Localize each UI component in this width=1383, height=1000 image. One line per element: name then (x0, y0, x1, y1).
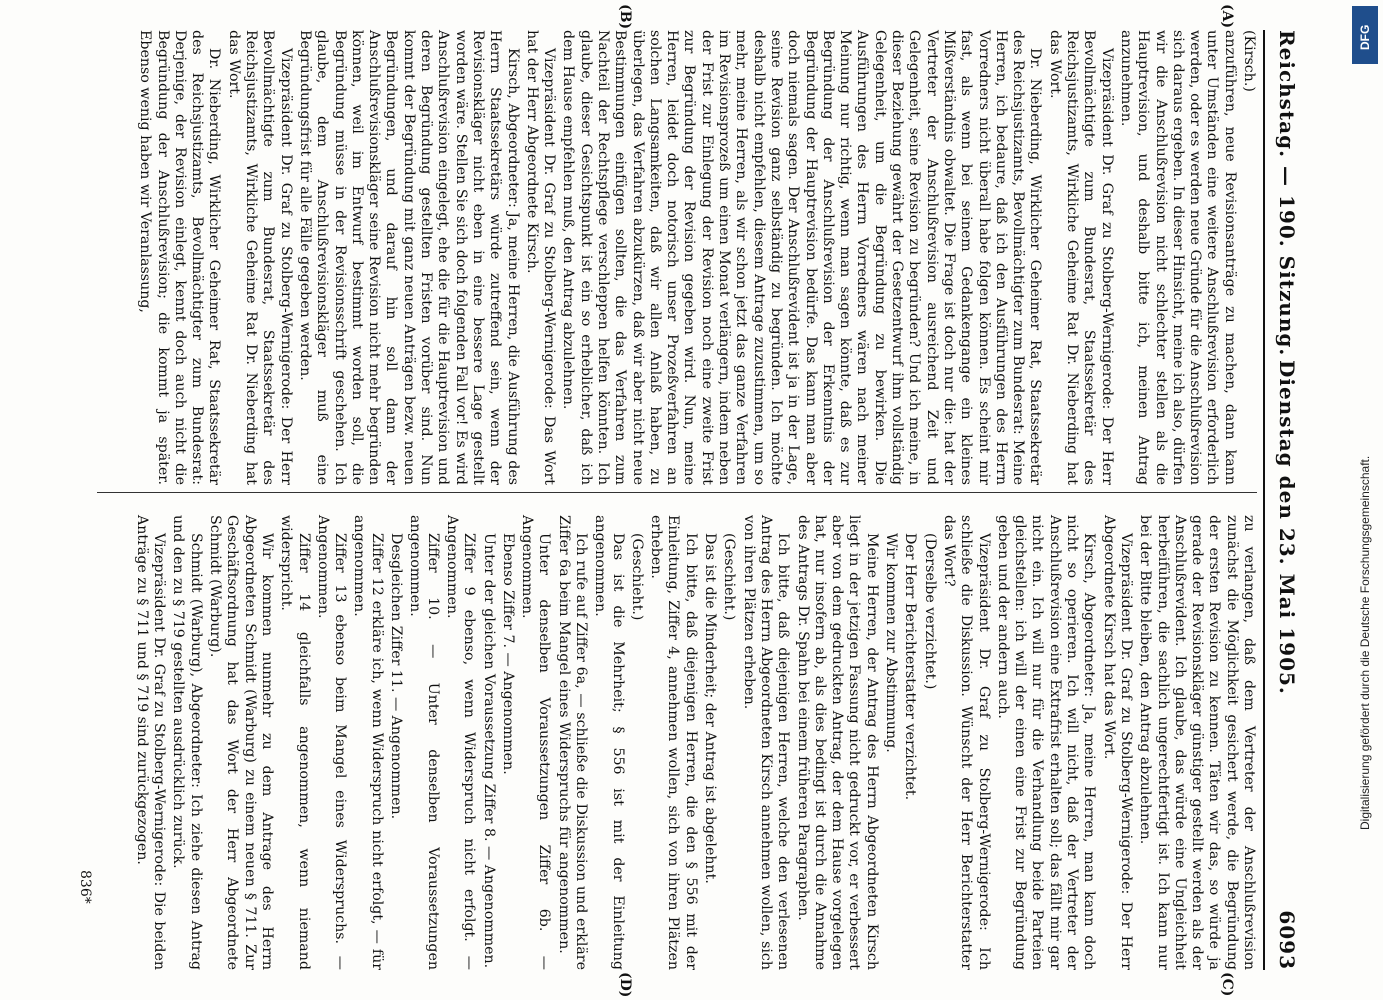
paragraph: zu verlangen, daß dem Vertreter der Anschlußrevision zunächst die Möglichkeit gesichert werde, die Begründung der ersten Revision zu kennen. Täten wir das, so würde ja gerade der Revisionskläger günstiger gestellt werden als der Anschlußrevident. Ich glaube, das würde eine Ungleichheit herbeiführen, die sachlich ungerechtfertigt ist. Ich kann nur bei der Bitte bleiben, den Antrag abzulehnen. (1137, 515, 1257, 970)
paragraph: (Derselbe verzichtet.) (921, 533, 938, 690)
paragraph: Vizepräsident Dr. Graf zu Stolberg-Wernigerode: Ich schließe die Diskussion. Wünscht der Herr Berichterstatter das Wort? (940, 515, 992, 970)
margin-marker-a: (A) (1219, 4, 1235, 29)
speaker-tag: (Kirsch.) (1241, 30, 1257, 92)
paragraph: Wir kommen nunmehr zu dem Antrage des Herrn Abgeordneten Schmidt (Warburg) zu einem neuen § 711. Zur Geschäftsordnung hat das Wort der Herr Abgeordnete Schmidt (Warburg). (207, 515, 275, 970)
paragraph: Schmidt (Warburg), Abgeordneter: Ich ziehe diesen Antrag und den zu § 719 gestellten ausdrücklich zurück. (170, 515, 204, 970)
paragraph: Dr. Nieberding, Wirklicher Geheimer Rat, Staatssekretär des Reichsjustizamts, Bevollmächtigter zum Bundesrat: Meine Herren, ich bedaure, daß ich den Ausführungen des Herrn Vorredners nicht überall habe folgen können. Es scheint mir fast, als wenn bei seinem Gedankengange ein kleines Mißverständnis obwaltet. Die Frage ist doch nur die: hat der Vertreter der Anschlußrevision ausreichend Zeit und Gelegenheit, seine Revision zu begründen? Und ich meine, in dieser Beziehung gewährt der Gesetzentwurf ihm vollständig Gelegenheit, um die Begründung zu bewirken. Die Ausführungen des Herrn Vorredners wären nach meiner Meinung nur richtig, wenn man sagen könnte, daß es zur Begründung der Anschlußrevision der Erkenntnis der Begründung der Hauptrevision bedürfe. Das kann man aber doch niemals sagen. Der Anschlußrevident ist ja in der Lage, seine Revision ganz selbständig zu begründen. Ich möchte deshalb nicht empfehlen, diesem Antrage zuzustimmen, um so mehr, meine Herren, als wir schon jetzt das ganze Verfahren im Revisionsprozeß um einen Monat verlängern, indem neben der Frist zur Einlegung der Revision noch eine zweite Frist zur Begründung der Revision gegeben wird. Nun, meine Herren, leidet doch notorisch unser Prozeßverfahren an solchen Langsamkeiten, daß wir allen Anlaß haben, zu überlegen, das Verfahren abzukürzen, daß wir aber nicht neue Bestimmungen einfügen sollten, die das Verfahren zum Nachteil der Rechtspflege verschleppen helfen könnten. Ich glaube, dieser Gesichtspunkt ist ein so erheblicher, daß ich dem Hause empfehlen muß, den Antrag abzulehnen. (560, 30, 1044, 485)
dfg-logo: DFG (1352, 6, 1378, 64)
paragraph: Ziffer 12 erkläre ich, wenn Widerspruch nicht erfolgt, — für angenommen. (351, 515, 385, 970)
paragraph: Meine Herren, der Antrag des Herrn Abgeordneten Kirsch liegt in der jetzigen Fassung nicht gedruckt vor, er verbessert aber von dem gedruckten Antrag, der dem Hause vorgelegen hat, nur insofern ab, als dies bedingt ist durch die Annahme des Antrags Dr. Spahn bei einem früheren Paragraphen. (794, 515, 880, 970)
paragraph: Ebenso Ziffer 7. — Angenommen. (499, 533, 516, 775)
paragraph: (Geschieht.) (628, 533, 645, 621)
header-date: Dienstag den 23. Mai 1905. (1275, 360, 1299, 695)
margin-marker-b: (B) (617, 4, 633, 30)
paragraph: Vizepräsident Dr. Graf zu Stolberg-Wernigerode: Der Herr Bevollmächtigte zum Bundesrat, Staatssekretär des Reichsjustizamts, Wirkliche Geheime Rat Dr. Nieberding hat das Wort. (1046, 30, 1115, 485)
paragraph: Vizepräsident Dr. Graf zu Stolberg-Wernigerode: Das Wort hat der Herr Abgeordnete Kirsch. (523, 30, 558, 485)
paragraph: Ziffer 13 ebenso beim Mangel eines Widerspruchs. — Angenommen. (314, 515, 349, 970)
paragraph: Der Herr Berichterstatter verzichtet. (902, 533, 919, 801)
margin-marker-d: (D) (617, 972, 633, 998)
paragraph: Ziffer 9 ebenso, wenn Widerspruch nicht erfolgt. — Angenommen. (443, 515, 478, 970)
rotated-page-content (33, 0, 1323, 1000)
paragraph: Ich rufe auf Ziffer 6a, — schließe die Diskussion und erkläre Ziffer 6a beim Mangel eines Widerspruchs für angenommen. (555, 515, 590, 970)
paragraph: Ziffer 10. — Unter denselben Voraussetzungen angenommen. (407, 515, 441, 970)
paragraph: anzuführen, neue Revisionsanträge zu machen, dann kann unter Umständen eine weitere Anschlußrevision erforderlich werden, oder es werden neue Gründe für die Anschlußrevision sich daraus ergeben. In dieser Hinsicht, meine ich also, dürfen wir die Anschlußrevision nicht schlechter stellen als die Hauptrevision, und deshalb bitte ich, meinen Antrag anzunehmen. (1117, 30, 1238, 485)
header-left: Reichstag. — 190. Sitzung. (1275, 30, 1299, 357)
paragraph: Vizepräsident Dr. Graf zu Stolberg-Wernigerode: Der Herr Abgeordnete Kirsch hat das Wort. (1100, 515, 1134, 970)
page-number: 6093 (1275, 910, 1299, 970)
paragraph: (Geschieht.) (721, 533, 738, 621)
paragraph: Unter denselben Voraussetzungen Ziffer 6b. — Angenommen. (519, 515, 553, 970)
paragraph: Desgleichen Ziffer 11. — Angenommen. (388, 533, 405, 820)
paragraph: Wir kommen zur Abstimmung. (883, 533, 900, 753)
margin-marker-c: (C) (1219, 972, 1235, 997)
dfg-caption: Digitalisierung gefördert durch die Deutsche Forschungsgemeinschaft. (1358, 455, 1372, 830)
paragraph: Kirsch, Abgeordneter: Ja, meine Herren, man kann doch nicht so operieren. Ich will nicht, daß der Vertreter der Anschlußrevision eine Extrafrist erhalten soll; das fällt mir gar nicht ein. Ich will nur für die Verhandlung beide Parteien gleichstellen: ich will der einen eine Frist zur Begründung geben und der andern auch. (994, 515, 1098, 970)
paragraph: Unter der gleichen Voraussetzung Ziffer 8. — Angenommen. (480, 533, 497, 969)
paragraph: Vizepräsident Dr. Graf zu Stolberg-Wernigerode: Der Herr Bevollmächtigte zum Bundesrat, Staatssekretär des Reichsjustizamts, Wirkliche Geheime Rat Dr. Nieberding hat das Wort. (225, 30, 294, 485)
paragraph: Ich bitte, daß diejenigen Herren, die den § 556 mit der Einleitung, Ziffer 4, annehmen wollen, sich von ihren Plätzen erheben. (648, 515, 699, 970)
paragraph: Ich bitte, daß diejenigen Herren, welche den verlesenen Antrag des Herrn Abgeordneten Kirsch annehmen wollen, sich von ihren Plätzen erheben. (740, 515, 792, 970)
paragraph: Dr. Nieberding, Wirklicher Geheimer Rat, Staatssekretär des Reichsjustizamts, Bevollmächtigter zum Bundesrat: Derjenige, der Revision einlegt, kennt doch auch nicht die Begründung der Anschlußrevision; die kommt ja später. Ebenso wenig haben wir Veranlassung, (137, 30, 223, 485)
page-header (1263, 30, 1305, 970)
left-column (134, 30, 1257, 485)
paragraph: Kirsch, Abgeordneter: Ja, meine Herren, die Ausführung des Herrn Staatssekretärs würde zutreffend sein, wenn der Revisionskläger nicht eben in eine bessere Lage gestellt worden wäre. Stellen Sie sich doch folgenden Fall vor! Es wird Anschlußrevision eingelegt, ehe die für die Hauptrevision und deren Begründung gestellten Fristen vorüber sind. Nun kommt der Begründung mit ganz neuen Anträgen bezw. neuen Begründungen, und darauf hin soll dann der Anschlußrevisionskläger seine Revision nicht mehr begründen können, weil im Entwurf bestimmt worden soll, die Begründung müsse in der Revisionsschrift geschehen. Ich glaube, dem Anschlußrevisionskläger muß eine Begründungsfrist für alle Fälle gegeben werden. (296, 30, 521, 485)
paragraph: Ziffer 14 gleichfalls angenommen, wenn niemand widerspricht. (278, 515, 312, 970)
paragraph: Das ist die Minderheit; der Antrag ist abgelehnt. (702, 533, 719, 884)
paragraph: Vizepräsident Dr. Graf zu Stolberg-Wernigerode: Die beiden Anträge zu § 711 und § 719 sind zurückgezogen. (133, 515, 168, 970)
paragraph: Das ist die Mehrheit; § 556 ist mit der Einleitung angenommen. (592, 515, 626, 970)
column-divider (97, 492, 1257, 493)
right-column (131, 515, 1257, 970)
signature-number: 836* (77, 870, 93, 904)
